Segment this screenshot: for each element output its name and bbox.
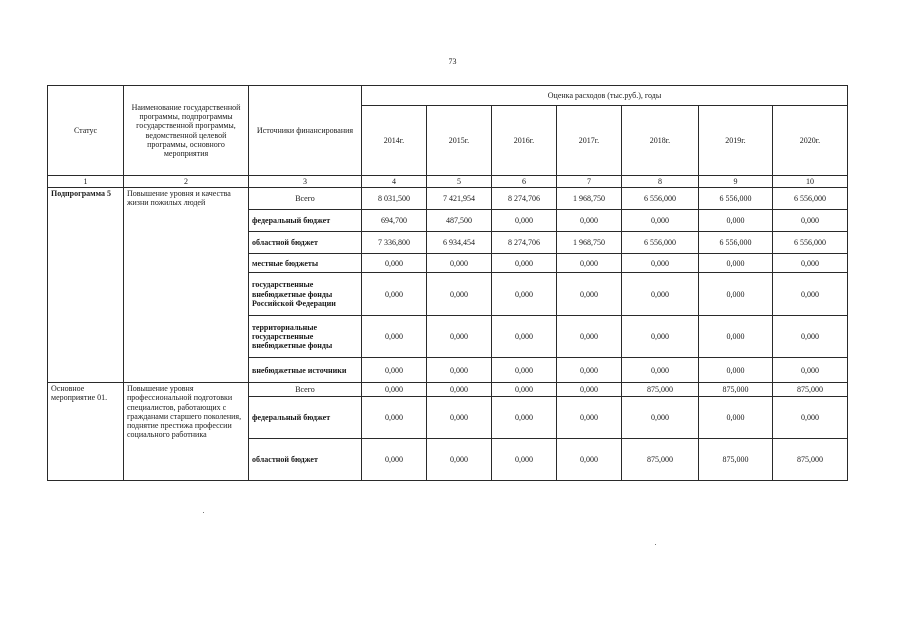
- source-label: федеральный бюджет: [249, 397, 362, 439]
- value-cell: 0,000: [427, 439, 492, 481]
- budget-table: [47, 85, 848, 481]
- estimate-header: Оценка расходов (тыс.руб.), годы: [362, 86, 848, 106]
- header-row: [48, 86, 848, 106]
- sources-header: Источники финансирования: [249, 86, 362, 176]
- scan-speck: [655, 544, 656, 545]
- value-cell: 0,000: [492, 254, 557, 273]
- year-header: 2016г.: [492, 106, 557, 176]
- value-cell: 0,000: [622, 273, 699, 316]
- value-cell: 0,000: [557, 439, 622, 481]
- value-cell: 0,000: [699, 210, 773, 232]
- value-cell: 0,000: [699, 397, 773, 439]
- value-cell: 0,000: [557, 210, 622, 232]
- value-cell: 0,000: [492, 383, 557, 397]
- table-row: [48, 383, 848, 397]
- value-cell: 6 556,000: [622, 232, 699, 254]
- value-cell: 694,700: [362, 210, 427, 232]
- value-cell: 0,000: [362, 397, 427, 439]
- value-cell: 0,000: [557, 254, 622, 273]
- value-cell: 0,000: [427, 316, 492, 358]
- year-header: 2014г.: [362, 106, 427, 176]
- section-status: Подпрограмма 5: [48, 188, 124, 383]
- value-cell: 0,000: [622, 254, 699, 273]
- value-cell: 0,000: [427, 358, 492, 383]
- value-cell: 875,000: [622, 383, 699, 397]
- value-cell: 0,000: [699, 254, 773, 273]
- column-number: 4: [362, 176, 427, 188]
- column-number: 8: [622, 176, 699, 188]
- value-cell: 875,000: [699, 383, 773, 397]
- source-label: федеральный бюджет: [249, 210, 362, 232]
- value-cell: 0,000: [362, 358, 427, 383]
- source-label: областной бюджет: [249, 232, 362, 254]
- value-cell: 875,000: [773, 439, 848, 481]
- source-label: областной бюджет: [249, 439, 362, 481]
- value-cell: 0,000: [557, 316, 622, 358]
- column-number: 3: [249, 176, 362, 188]
- value-cell: 0,000: [622, 358, 699, 383]
- source-label: территориальные государственные внебюджетные фонды: [249, 316, 362, 358]
- year-header: 2018г.: [622, 106, 699, 176]
- value-cell: 875,000: [773, 383, 848, 397]
- column-number: 10: [773, 176, 848, 188]
- value-cell: 6 556,000: [622, 188, 699, 210]
- value-cell: 6 556,000: [699, 188, 773, 210]
- value-cell: 0,000: [492, 273, 557, 316]
- column-number-row: [48, 176, 848, 188]
- value-cell: 8 274,706: [492, 232, 557, 254]
- name-header: Наименование государственной программы, подпрограммы государственной программы, ведомственной целевой программы, основного мероприятия: [124, 86, 249, 176]
- value-cell: 0,000: [699, 358, 773, 383]
- value-cell: 0,000: [492, 316, 557, 358]
- source-label: Всего: [249, 188, 362, 210]
- source-label: местные бюджеты: [249, 254, 362, 273]
- value-cell: 0,000: [492, 397, 557, 439]
- value-cell: 0,000: [362, 383, 427, 397]
- column-number: 6: [492, 176, 557, 188]
- value-cell: 0,000: [427, 383, 492, 397]
- section-status: Основное мероприятие 01.: [48, 383, 124, 481]
- value-cell: 0,000: [773, 254, 848, 273]
- scan-speck: [203, 512, 204, 513]
- column-number: 1: [48, 176, 124, 188]
- value-cell: 0,000: [427, 397, 492, 439]
- column-number: 5: [427, 176, 492, 188]
- value-cell: 0,000: [622, 316, 699, 358]
- section-name: Повышение уровня и качества жизни пожилых людей: [124, 188, 249, 383]
- value-cell: 6 934,454: [427, 232, 492, 254]
- value-cell: 875,000: [699, 439, 773, 481]
- value-cell: 0,000: [773, 316, 848, 358]
- value-cell: 0,000: [773, 397, 848, 439]
- value-cell: 7 421,954: [427, 188, 492, 210]
- value-cell: 8 274,706: [492, 188, 557, 210]
- value-cell: 8 031,500: [362, 188, 427, 210]
- table-row: [48, 188, 848, 210]
- value-cell: 0,000: [699, 273, 773, 316]
- value-cell: 0,000: [622, 210, 699, 232]
- value-cell: 0,000: [362, 439, 427, 481]
- value-cell: 0,000: [557, 273, 622, 316]
- value-cell: 0,000: [492, 358, 557, 383]
- source-label: Всего: [249, 383, 362, 397]
- value-cell: 0,000: [557, 358, 622, 383]
- value-cell: 0,000: [557, 383, 622, 397]
- column-number: 7: [557, 176, 622, 188]
- value-cell: 6 556,000: [773, 232, 848, 254]
- status-header: Статус: [48, 86, 124, 176]
- value-cell: 0,000: [427, 273, 492, 316]
- page-number: 73: [448, 57, 457, 66]
- value-cell: 0,000: [699, 316, 773, 358]
- section-name: Повышение уровня профессиональной подготовки специалистов, работающих с гражданами старшего поколения, поднятие престижа профессии социального работника: [124, 383, 249, 481]
- year-header: 2015г.: [427, 106, 492, 176]
- value-cell: 1 968,750: [557, 188, 622, 210]
- year-header: 2019г.: [699, 106, 773, 176]
- value-cell: 0,000: [362, 254, 427, 273]
- value-cell: 0,000: [427, 254, 492, 273]
- year-header: 2020г.: [773, 106, 848, 176]
- value-cell: 6 556,000: [699, 232, 773, 254]
- value-cell: 0,000: [362, 273, 427, 316]
- value-cell: 0,000: [362, 316, 427, 358]
- value-cell: 0,000: [773, 273, 848, 316]
- column-number: 2: [124, 176, 249, 188]
- value-cell: 0,000: [557, 397, 622, 439]
- value-cell: 487,500: [427, 210, 492, 232]
- value-cell: 0,000: [773, 358, 848, 383]
- value-cell: 0,000: [773, 210, 848, 232]
- value-cell: 7 336,800: [362, 232, 427, 254]
- value-cell: 0,000: [492, 210, 557, 232]
- value-cell: 0,000: [622, 397, 699, 439]
- column-number: 9: [699, 176, 773, 188]
- value-cell: 0,000: [492, 439, 557, 481]
- value-cell: 875,000: [622, 439, 699, 481]
- source-label: государственные внебюджетные фонды Российской Федерации: [249, 273, 362, 316]
- year-header: 2017г.: [557, 106, 622, 176]
- value-cell: 6 556,000: [773, 188, 848, 210]
- value-cell: 1 968,750: [557, 232, 622, 254]
- source-label: внебюджетные источники: [249, 358, 362, 383]
